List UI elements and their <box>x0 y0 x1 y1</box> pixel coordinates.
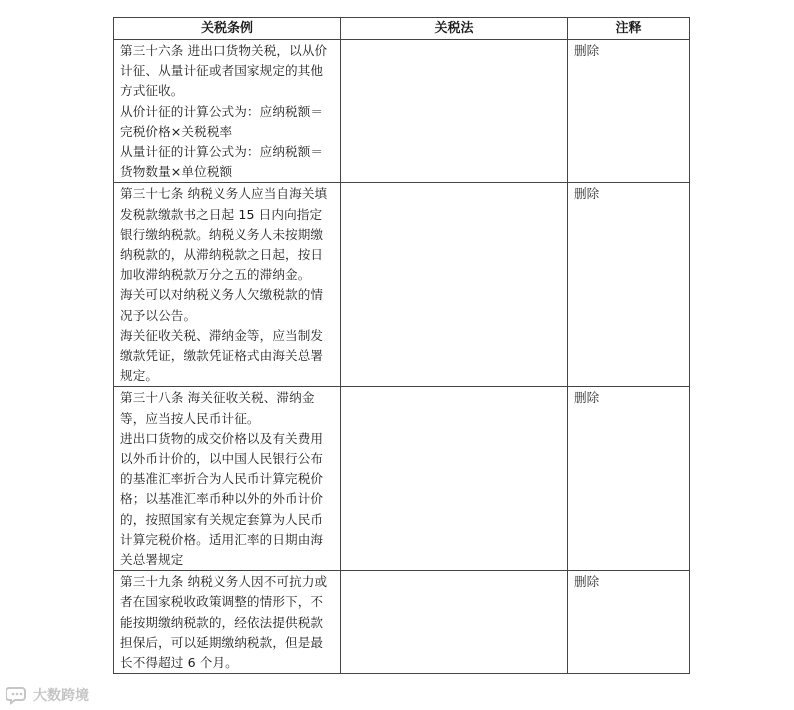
article-paragraph: 进出口货物的成交价格以及有关费用以外币计价的，以中国人民银行公布的基准汇率折合为人民币计算完税价格；以基准汇率币种以外的外币计价的，按照国家有关规定套算为人民币计算完税价格。适用汇率的日期由海关总署规定 <box>120 430 324 568</box>
table-row <box>114 387 690 571</box>
article-paragraph: 从价计征的计算公式为：应纳税额＝完税价格×关税税率 <box>120 103 324 139</box>
regulation-cell <box>114 571 341 674</box>
watermark <box>6 683 89 707</box>
regulation-cell <box>114 183 341 387</box>
table-row <box>114 183 690 387</box>
table-header-row <box>114 18 690 40</box>
regulation-cell <box>114 387 341 571</box>
law-cell <box>341 40 568 183</box>
header-law: 关税法 <box>341 18 568 40</box>
table-row <box>114 571 690 674</box>
table-row <box>114 40 690 183</box>
law-cell <box>341 183 568 387</box>
article-paragraph: 从量计征的计算公式为：应纳税额＝货物数量×单位税额 <box>120 144 324 180</box>
article-paragraph: 第三十九条 纳税义务人因不可抗力或者在国家税收政策调整的情形下，不能按期缴纳税款的，经依法提供税款担保后，可以延期缴纳税款，但是最长不得超过 6 个月。 <box>120 574 328 671</box>
regulation-comparison-table <box>113 17 690 674</box>
note-cell: 删除 <box>568 571 690 674</box>
note-cell: 删除 <box>568 387 690 571</box>
law-cell <box>341 571 568 674</box>
note-cell: 删除 <box>568 40 690 183</box>
header-regulation: 关税条例 <box>114 18 341 40</box>
header-note: 注释 <box>568 18 690 40</box>
law-cell <box>341 387 568 571</box>
note-cell: 删除 <box>568 183 690 387</box>
article-paragraph: 第三十八条 海关征收关税、滞纳金等，应当按人民币计征。 <box>120 390 315 426</box>
article-paragraph: 海关征收关税、滞纳金等，应当制发缴款凭证，缴款凭证格式由海关总署规定。 <box>120 327 324 384</box>
article-paragraph: 第三十七条 纳税义务人应当自海关填发税款缴款书之日起 15 日内向指定银行缴纳税款。纳税义务人未按期缴纳税款的，从滞纳税款之日起，按日加收滞纳税款万分之五的滞纳金。 <box>120 186 328 283</box>
regulation-cell <box>114 40 341 183</box>
watermark-text: 大数跨境 <box>33 688 89 704</box>
article-paragraph: 海关可以对纳税义务人欠缴税款的情况予以公告。 <box>120 287 324 323</box>
article-paragraph: 第三十六条 进出口货物关税，以从价计征、从量计征或者国家规定的其他方式征收。 <box>120 43 328 99</box>
chat-bubble-logo-icon <box>6 685 30 705</box>
